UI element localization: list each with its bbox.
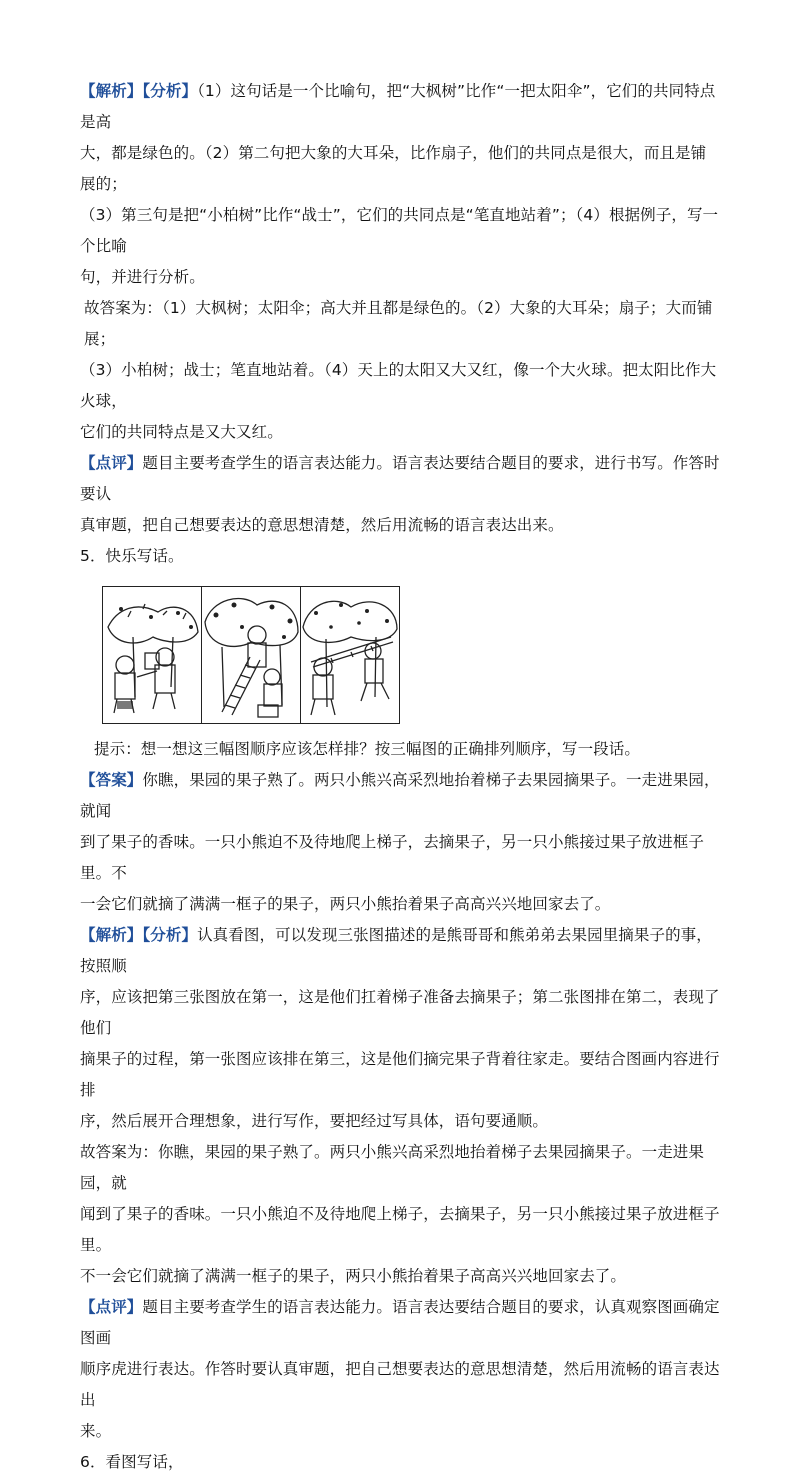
bears-walking-home-icon	[103, 587, 201, 723]
q4-analysis-line-4: 句，并进行分析。	[80, 268, 205, 286]
q4-analysis-line-3: （3）第三句是把“小柏树”比作“战士”，它们的共同点是“笔直地站着”；（4）根据例子，写一个比喻	[80, 206, 719, 255]
three-panel-bear-illustration-icon	[102, 586, 400, 724]
q5-comment-line-2: 顺序虎进行表达。作答时要认真审题，把自己想要表达的意思想清楚，然后用流畅的语言表达出	[80, 1360, 720, 1409]
q5-final-answer-line-1: 故答案为：你瞧，果园的果子熟了。两只小熊兴高采烈地抬着梯子去果园摘果子。一走进果园，就	[80, 1143, 705, 1192]
analysis-tag: 【解析】【分析】	[80, 926, 198, 944]
document-content	[80, 76, 720, 1478]
q4-answer-line-2: （3）小柏树；战士；笔直地站着。（4）天上的太阳又大又红，像一个大火球。把太阳比作大火球，	[80, 361, 717, 410]
q5-final-answer-line-3: 不一会它们就摘了满满一框子的果子，两只小熊抬着果子高高兴兴地回家去了。	[80, 1267, 627, 1285]
illustration-panel-1	[103, 587, 202, 723]
q5-answer-line-1: 【答案】你瞧，果园的果子熟了。两只小熊兴高采烈地抬着梯子去果园摘果子。一走进果园，就闻	[80, 771, 720, 820]
comment-tag: 【点评】	[80, 1298, 143, 1316]
q4-answer-line-3: 它们的共同特点是又大又红。	[80, 423, 283, 441]
q4-comment-line-1: 【点评】题目主要考查学生的语言表达能力。语言表达要结合题目的要求，进行书写。作答时要认	[80, 454, 720, 503]
bears-carrying-ladder-icon	[301, 587, 399, 723]
comment-tag: 【点评】	[80, 454, 143, 472]
illustration-panel-3	[301, 587, 399, 723]
q5-comment-line-3: 来。	[80, 1422, 112, 1440]
q5-final-answer-line-2: 闻到了果子的香味。一只小熊迫不及待地爬上梯子，去摘果子，另一只小熊接过果子放进框子里。	[80, 1205, 720, 1254]
illustration-panel-2	[202, 587, 301, 723]
q5-analysis-line-2: 序，应该把第三张图放在第一，这是他们扛着梯子准备去摘果子；第二张图排在第二，表现了他们	[80, 988, 720, 1037]
q5-title: 5．快乐写话。	[80, 547, 184, 565]
q5-answer-line-2: 到了果子的香味。一只小熊迫不及待地爬上梯子，去摘果子，另一只小熊接过果子放进框子里。不	[80, 833, 705, 882]
q5-comment-line-1: 【点评】题目主要考查学生的语言表达能力。语言表达要结合题目的要求，认真观察图画确定图画	[80, 1298, 720, 1347]
q4-comment-line-2: 真审题，把自己想要表达的意思想清楚，然后用流畅的语言表达出来。	[80, 516, 564, 534]
q5-analysis-line-1: 【解析】【分析】认真看图，可以发现三张图描述的是熊哥哥和熊弟弟去果园里摘果子的事，按照顺	[80, 926, 712, 975]
q6-title: 6．看图写话，	[80, 1453, 184, 1471]
bears-picking-fruit-icon	[202, 587, 300, 723]
q5-analysis-line-3: 摘果子的过程，第一张图应该排在第三，这是他们摘完果子背着往家走。要结合图画内容进行排	[80, 1050, 720, 1099]
q4-answer-line-1: 故答案为：（1）大枫树；太阳伞；高大并且都是绿色的。（2）大象的大耳朵；扇子；大而铺展；	[84, 299, 713, 348]
q5-hint: 提示：想一想这三幅图顺序应该怎样排？按三幅图的正确排列顺序，写一段话。	[94, 740, 641, 758]
analysis-tag: 【解析】【分析】	[80, 82, 198, 100]
q5-answer-line-3: 一会它们就摘了满满一框子的果子，两只小熊抬着果子高高兴兴地回家去了。	[80, 895, 611, 913]
q4-analysis-line-2: 大，都是绿色的。（2）第二句把大象的大耳朵，比作扇子，他们的共同点是很大，而且是铺展的；	[80, 144, 707, 193]
q4-analysis-line-1: 【解析】【分析】（1）这句话是一个比喻句，把“大枫树”比作“一把太阳伞”，它们的共同特点是高	[80, 82, 716, 131]
q5-analysis-line-4: 序，然后展开合理想象，进行写作，要把经过写具体，语句要通顺。	[80, 1112, 549, 1130]
answer-tag: 【答案】	[80, 771, 143, 789]
